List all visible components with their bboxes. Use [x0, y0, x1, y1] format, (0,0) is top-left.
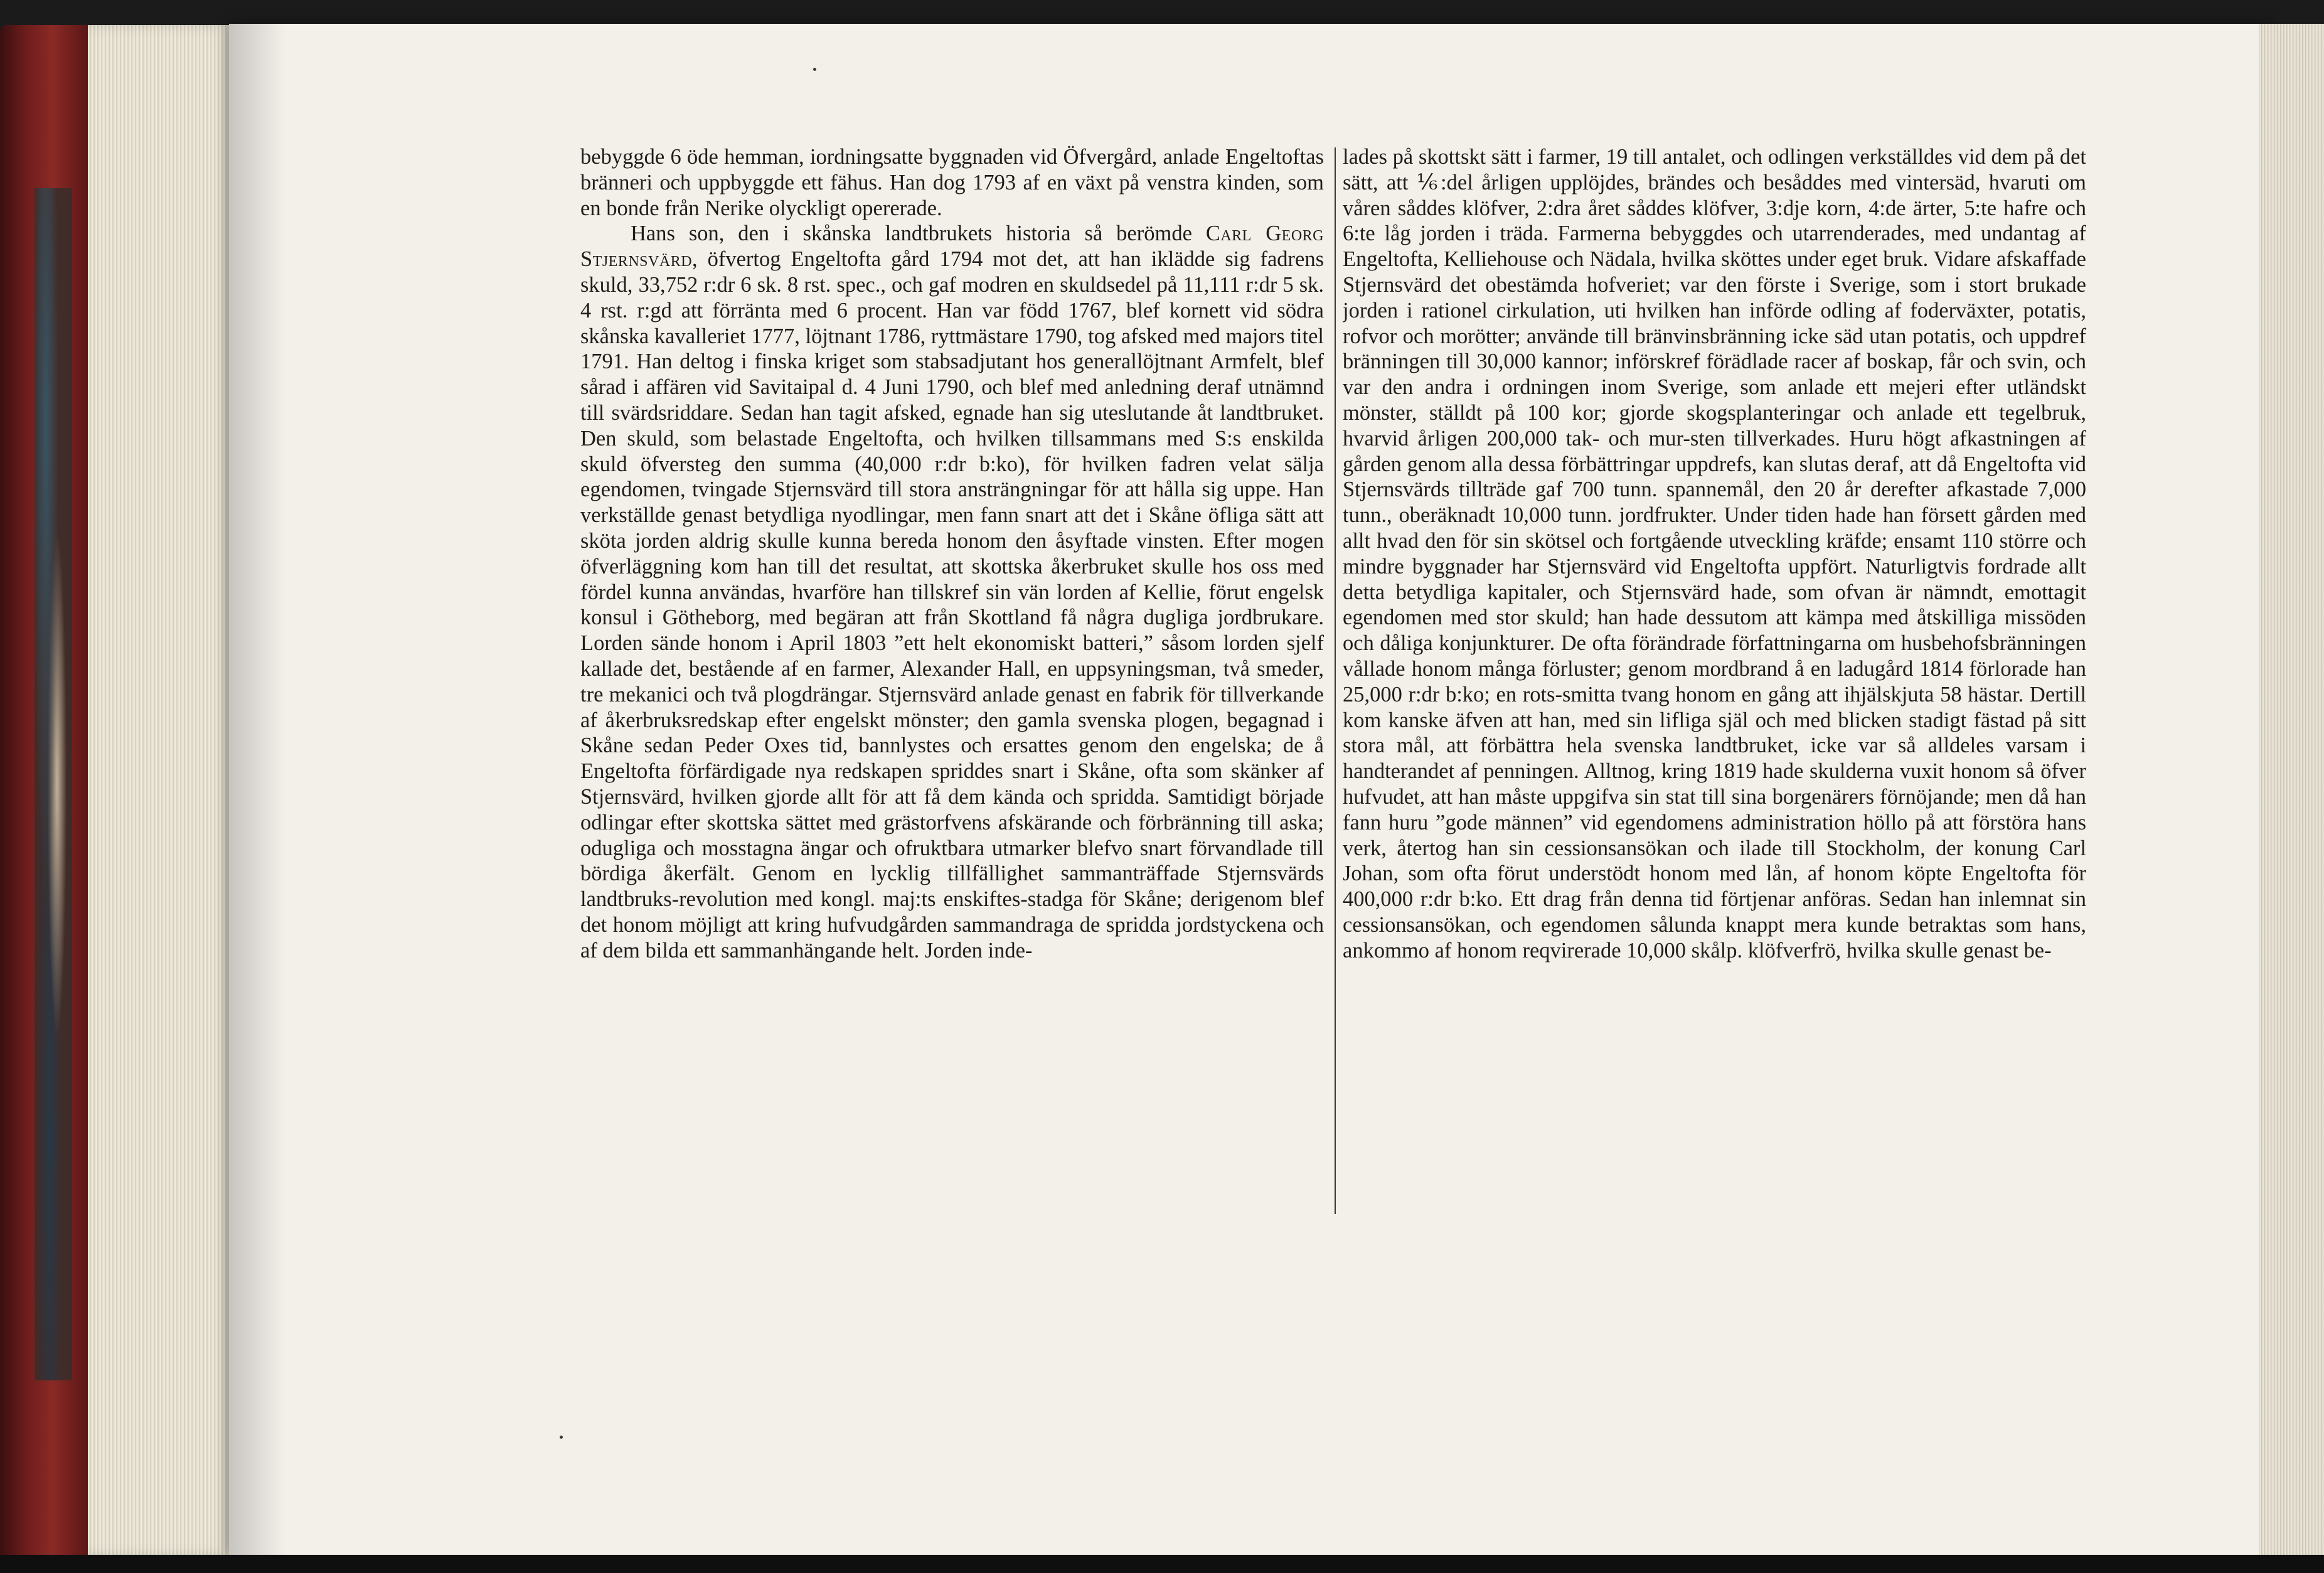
marbled-endpaper — [35, 188, 72, 1380]
paragraph-text: Hans son, den i skånska landtbrukets historia så berömde — [631, 221, 1192, 246]
page-edges-left — [88, 25, 232, 1556]
person-name: Carl Georg Stjernsvärd — [580, 221, 1324, 272]
column-divider — [1335, 147, 1336, 1214]
paragraph-text: , öfvertog Engeltofta gård 1794 mot det, att han iklädde sig fadrens skuld, 33,752 r:dr 6 sk. 8 rst. spec., och gaf modren en skuldsedel på 11,111 r:dr 5 sk. 4 rst. r:gd att förränta med 6 procent. Han var född 1767, blef kornett vid södra skånska kavalleriet 1777, löjtnant 1786, ryttmästare 1790, tog afsked med majors titel 1791. Han deltog i finska kriget som stabsadjutant hos generallöjtnant Armfelt, blef sårad i affären vid Savitaipal d. 4 Juni 1790, och blef med anledning deraf utnämnd till svärdsriddare. Sedan han tagit afsked, egnade han sig uteslutande åt landtbruket. Den skuld, som belastade Engeltofta, och hvilken tillsammans med S:s enskilda skuld öfversteg den summa (40,000 r:dr b:ko), för hvilken fadren velat sälja egendomen, tvingade Stjernsvärd till stora ansträngningar för att hålla sig uppe. Han verkställde genast betydliga nyodlingar, men fann snart att det i Skåne öfliga sätt att sköta jorden aldrig skulle kunna bereda honom den åsyftade vinsten. Efter mogen öfverläggning kom han till det resultat, att skottska åkerbruket skulle hos oss med fördel kunna användas, hvarföre han tillskref sin vän lorden af Kellie, förut engelsk konsul i Götheborg, med begäran att från Skottland få några dugliga jordbrukare. Lorden sände honom i April 1803 ”ett helt ekonomiskt batteri,” såsom lorden sjelf kallade det, bestående af en farmer, Alexander Hall, en uppsyningsman, två smeder, tre mekanici och två plogdrängar. Stjernsvärd anlade genast en fabrik för tillverkande af åkerbruksredskap efter engelskt mönster; den gamla svenska plogen, begagnad i Skåne sedan Peder Oxes tid, bannlystes och ersattes genom den engelska; de å Engeltofta förfärdigade nya redskapen spriddes snart i Skåne, ofta som skänker af Stjernsvärd, hvilken gjorde allt för att få dem kända och spridda. Samtidigt började odlingar efter skottska sättet med grästorfvens afskärande och förbränning till aska; odugliga och mosstagna ängar och ofruktbara utmarker blefvo snart förvandlade till bördiga åkerfält. Genom en lycklig tillfällighet sammanträffade Stjernsvärds landtbruks-revolution med kongl. maj:ts enskiftes-stadga för Skåne; derigenom blef det honom möjligt att kring hufvudgården sammandraga de spridda jordstyckena och af dem bilda ett sammanhängande helt. Jorden inde- — [580, 247, 1324, 962]
page-edges-right — [2259, 24, 2324, 1555]
paragraph: lades på skottskt sätt i farmer, 19 till antalet, och odlingen verkställdes vid dem på det sätt, att ⅙:del årligen upplöjdes, brändes och besåddes med vintersäd, hvaruti om våren såddes klöfver, 2:dra året såddes klöfver, 3:dje korn, 4:de ärter, 5:te hafre och 6:te låg jorden i träda. Farmerna bebyggdes och utarrenderades, med undantag af Engeltofta, Kelliehouse och Nädala, hvilka sköttes under eget bruk. Vidare afskaffade Stjernsvärd det obestämda hofveriet; var den förste i Sverige, som i stort brukade jorden i rationel cirkulation, uti hvilken han införde odling af foderväxter, potatis, rofvor och morötter; använde till bränvinsbränning icke säd utan potatis, och uppdref bränningen till 30,000 kannor; införskref förädlade racer af boskap, får och svin, och var den andra i ordningen inom Sverige, som anlade ett mejeri efter utländskt mönster, ställdt på 100 kor; gjorde skogsplanteringar och anlade ett tegelbruk, hvarvid årligen 200,000 tak- och mur-sten tillverkades. Huru högt afkastningen af gården genom alla dessa förbättringar uppdrefs, kan slutas deraf, att då Engeltofta vid Stjernsvärds tillträde gaf 700 tunn. spannemål, den 20 år derefter afkastade 7,000 tunn., oberäknadt 10,000 tunn. jordfrukter. Under tiden hade han försett gården med allt hvad den för sin skötsel och fortgående utveckling kräfde; ensamt 110 större och mindre byggnader har Stjernsvärd vid Engeltofta uppfört. Naturligtvis fordrade allt detta betydliga kapitaler, och Stjernsvärd hade, som ofvan är nämndt, emottagit egendomen med stor skuld; han hade dessutom att kämpa med åtskilliga missöden och dåliga konjunkturer. De ofta förändrade författningarna om husbehofsbränningen vållade honom många förluster; genom mordbrand å en ladugård 1814 förlorade han 25,000 r:dr b:ko; en rots-smitta tvang honom en gång att ihjälskjuta 58 hästar. Dertill kom kanske äfven att han, med sin lifliga själ och med blicken stadigt fästad på sitt stora mål, att förbättra hela svenska landtbruket, icke var så alldeles varsam i handterandet af penningen. Alltnog, kring 1819 hade skulderna vuxit honom så öfver hufvudet, att han måste uppgifva sin stat till sina borgenärers förnöjande; men då han fann huru ”gode männen” vid egendomens administration höllo på att förstöra hans verk, återtog han sin cessionsansökan och ilade till Stockholm, der konung Carl Johan, som ofta förut understödt honom med lån, af honom köpte Engeltofta för 400,000 r:dr b:ko. Ett drag från denna tid förtjenar anföras. Sedan han inlemnat sin cessionsansökan, och egendomen sålunda knappt mera kunde betraktas som hans, ankommo af honom reqvirerade 10,000 skålp. klöfverfrö, hvilka skulle genast be- — [1343, 145, 2086, 962]
paragraph: bebyggde 6 öde hemman, iordningsatte byggnaden vid Öfvergård, anlade Engeltoftas bränneri och uppbyggde ett fähus. Han dog 1793 af en växt på venstra kinden, som en bonde från Nerike olyckligt opererade. — [580, 145, 1324, 220]
bottom-background — [0, 1555, 2324, 1573]
paragraph — [580, 221, 1324, 963]
right-column — [1343, 144, 2086, 1224]
print-speck — [560, 1436, 563, 1439]
gutter-shadow — [229, 24, 285, 1555]
print-speck — [813, 68, 816, 71]
left-column — [580, 144, 1324, 1224]
